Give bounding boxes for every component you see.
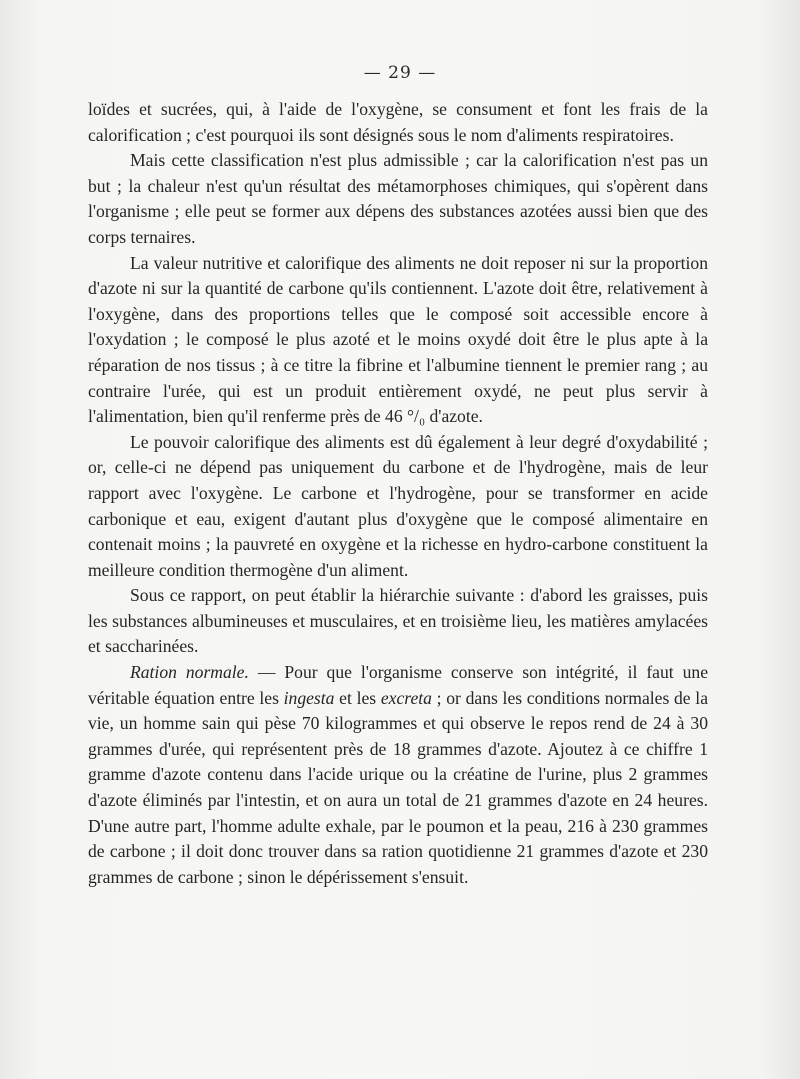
section-dash: —	[248, 662, 285, 683]
ration-text-1: Pour que l'organisme conserve son intégrité, il faut une véritable équation entre les	[88, 662, 709, 708]
term-excreta: excreta	[380, 687, 432, 708]
section-title: Ration normale.	[130, 662, 249, 683]
term-ingesta: ingesta	[283, 687, 335, 708]
page-number: — 29 —	[363, 63, 437, 83]
paragraph-calorific-power: Le pouvoir calorifique des aliments est dû également à leur degré d'oxydabilité ; or, celle-ci ne dépend pas uniquement du carbone et de l'hydrogène, mais de leur rapport avec l'oxygène. Le carbone et l'hydrogène, pour se transformer en acide carbonique et eau, exigent d'autant plus d'oxygène que le composé alimentaire en contenait moins ; la pauvreté en oxygène et la richesse en hydro-carbone constituent la meilleure condition thermogène d'un aliment.	[88, 431, 708, 580]
paragraph-continuation: loïdes et sucrées, qui, à l'aide de l'oxygène, se consument et font les frais de la calorification ; c'est pourquoi ils sont désignés sous le nom d'aliments respiratoires.	[88, 99, 708, 145]
ration-text-2: et les	[334, 687, 381, 708]
paragraph-classification: Mais cette classification n'est plus admissible ; car la calorification n'est pas un but ; la chaleur n'est qu'un résultat des métamorphoses chimiques, qui s'opèrent dans l'organisme ; elle peut se former aux dépens des substances azotées aussi bien que des corps ternaires.	[88, 150, 708, 247]
body-text	[88, 97, 708, 890]
paragraph-hierarchy: Sous ce rapport, on peut établir la hiérarchie suivante : d'abord les graisses, puis les substances albumineuses et musculaires, et en troisième lieu, les matières amylacées et saccharinées.	[88, 585, 708, 657]
paragraph-nutritive-value: La valeur nutritive et calorifique des aliments ne doit reposer ni sur la proportion d'azote ni sur la quantité de carbone qu'ils contiennent. L'azote doit être, relativement à l'oxygène, dans des proportions telles que le composé soit accessible encore à l'oxydation ; le composé le plus azoté et le moins oxydé doit être le plus apte à la réparation de nos tissus ; à ce titre la fibrine et l'albumine tiennent le premier rang ; au contraire l'urée, qui est un produit entièrement oxydé, ne peut plus servir à l'alimentation, bien qu'il renferme près de 46 °/₀ d'azote.	[88, 252, 708, 427]
paragraph-ration-normale	[88, 660, 708, 890]
ration-text-3: ; or dans les conditions normales de la vie, un homme sain qui pèse 70 kilogrammes et qui observe le repos rend de 24 à 30 grammes d'urée, qui représentent près de 18 grammes d'azote. Ajoutez à ce chiffre 1 gramme d'azote contenu dans l'acide urique ou la créatine de l'urine, plus 2 grammes d'azote éliminés par l'intestin, et on aura un total de 21 grammes d'azote en 24 heures. D'une autre part, l'homme adulte exhale, par le poumon et la peau, 216 à 230 grammes de carbone ; il doit donc trouver dans sa ration quotidienne 21 grammes d'azote et 230 grammes de carbone ; sinon le dépérissement s'ensuit.	[88, 687, 709, 887]
